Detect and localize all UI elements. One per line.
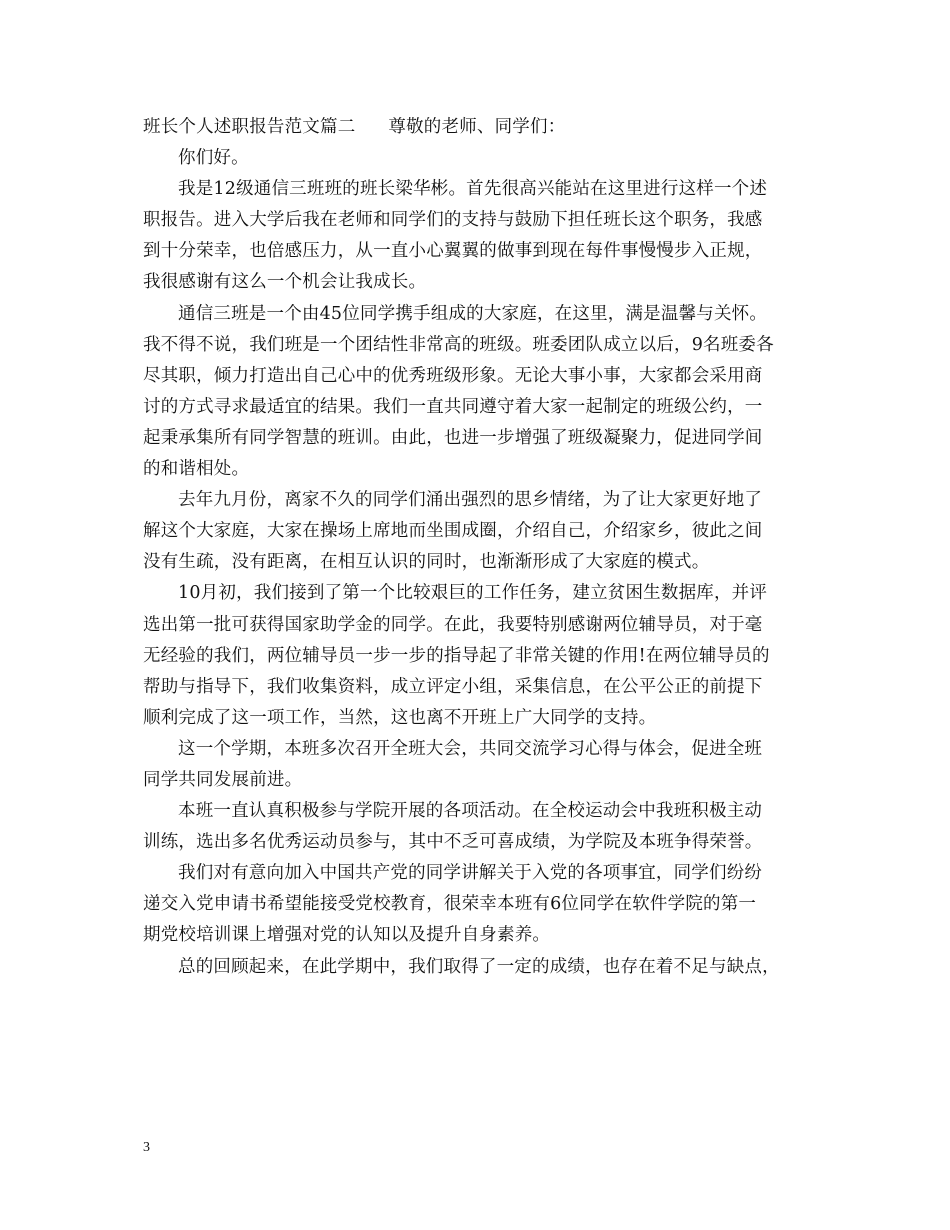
- document-title: 班长个人述职报告范文篇二: [143, 117, 356, 137]
- text-line: 总的回顾起来，在此学期中，我们取得了一定的成绩，也存在着不足与缺点，: [178, 956, 780, 977]
- text-line: 10月初，我们接到了第一个比较艰巨的工作任务，建立贫困生数据库，并评: [178, 583, 768, 604]
- text-line: 没有生疏，没有距离，在相互认识的同时，也渐渐形成了大家庭的模式。: [143, 552, 710, 573]
- text-line: 训练，选出多名优秀运动员参与，其中不乏可喜成绩，为学院及本班争得荣誉。: [143, 832, 763, 853]
- text-line: 这一个学期，本班多次召开全班大会，共同交流学习心得与体会，促进全班: [178, 738, 763, 759]
- text-line: 本班一直认真积极参与学院开展的各项活动。在全校运动会中我班积极主动: [178, 801, 763, 822]
- text-line: 无经验的我们，两位辅导员一步一步的指导起了非常关键的作用!在两位辅导员的: [143, 645, 770, 666]
- title-line: [143, 112, 815, 143]
- text-line: 同学共同发展前进。: [143, 769, 303, 790]
- body-text: [143, 143, 815, 983]
- text-line: 起秉承集所有同学智慧的班训。由此，也进一步增强了班级凝聚力，促进同学间: [143, 427, 763, 448]
- salutation: 尊敬的老师、同学们：: [388, 117, 566, 137]
- text-line: 我很感谢有这么一个机会让我成长。: [143, 272, 427, 293]
- text-line: 职报告。进入大学后我在老师和同学们的支持与鼓励下担任班长这个职务，我感: [143, 210, 763, 231]
- page-number: 3: [143, 1140, 150, 1155]
- text-line: 的和谐相处。: [143, 459, 250, 480]
- text-line: 通信三班是一个由45位同学携手组成的大家庭，在这里，满是温馨与关怀。: [178, 303, 768, 324]
- text-line: 选出第一批可获得国家助学金的同学。在此，我要特别感谢两位辅导员，对于毫: [143, 614, 763, 635]
- text-line: 我不得不说，我们班是一个团结性非常高的班级。班委团队成立以后，9名班委各: [143, 334, 774, 355]
- text-line: 帮助与指导下，我们收集资料，成立评定小组，采集信息，在公平公正的前提下: [143, 676, 763, 697]
- document-body: [143, 112, 815, 983]
- text-line: 解这个大家庭，大家在操场上席地而坐围成圈，介绍自己，介绍家乡，彼此之间: [143, 521, 763, 542]
- text-line: 我是12级通信三班班的班长梁华彬。首先很高兴能站在这里进行这样一个述: [178, 179, 768, 200]
- text-line: 递交入党申请书希望能接受党校教育，很荣幸本班有6位同学在软件学院的第一: [143, 894, 757, 915]
- text-line: 顺利完成了这一项工作，当然，这也离不开班上广大同学的支持。: [143, 707, 657, 728]
- text-line: 尽其职，倾力打造出自己心中的优秀班级形象。无论大事小事，大家都会采用商: [143, 365, 763, 386]
- text-line: 讨的方式寻求最适宜的结果。我们一直共同遵守着大家一起制定的班级公约，一: [143, 396, 763, 417]
- text-line: 期党校培训课上增强对党的认知以及提升自身素养。: [143, 925, 551, 946]
- text-line: 我们对有意向加入中国共产党的同学讲解关于入党的各项事宜，同学们纷纷: [178, 863, 763, 884]
- text-line: 你们好。: [178, 148, 249, 169]
- text-line: 到十分荣幸，也倍感压力，从一直小心翼翼的做事到现在每件事慢慢步入正规，: [143, 241, 763, 262]
- text-line: 去年九月份，离家不久的同学们涌出强烈的思乡情绪，为了让大家更好地了: [178, 490, 763, 511]
